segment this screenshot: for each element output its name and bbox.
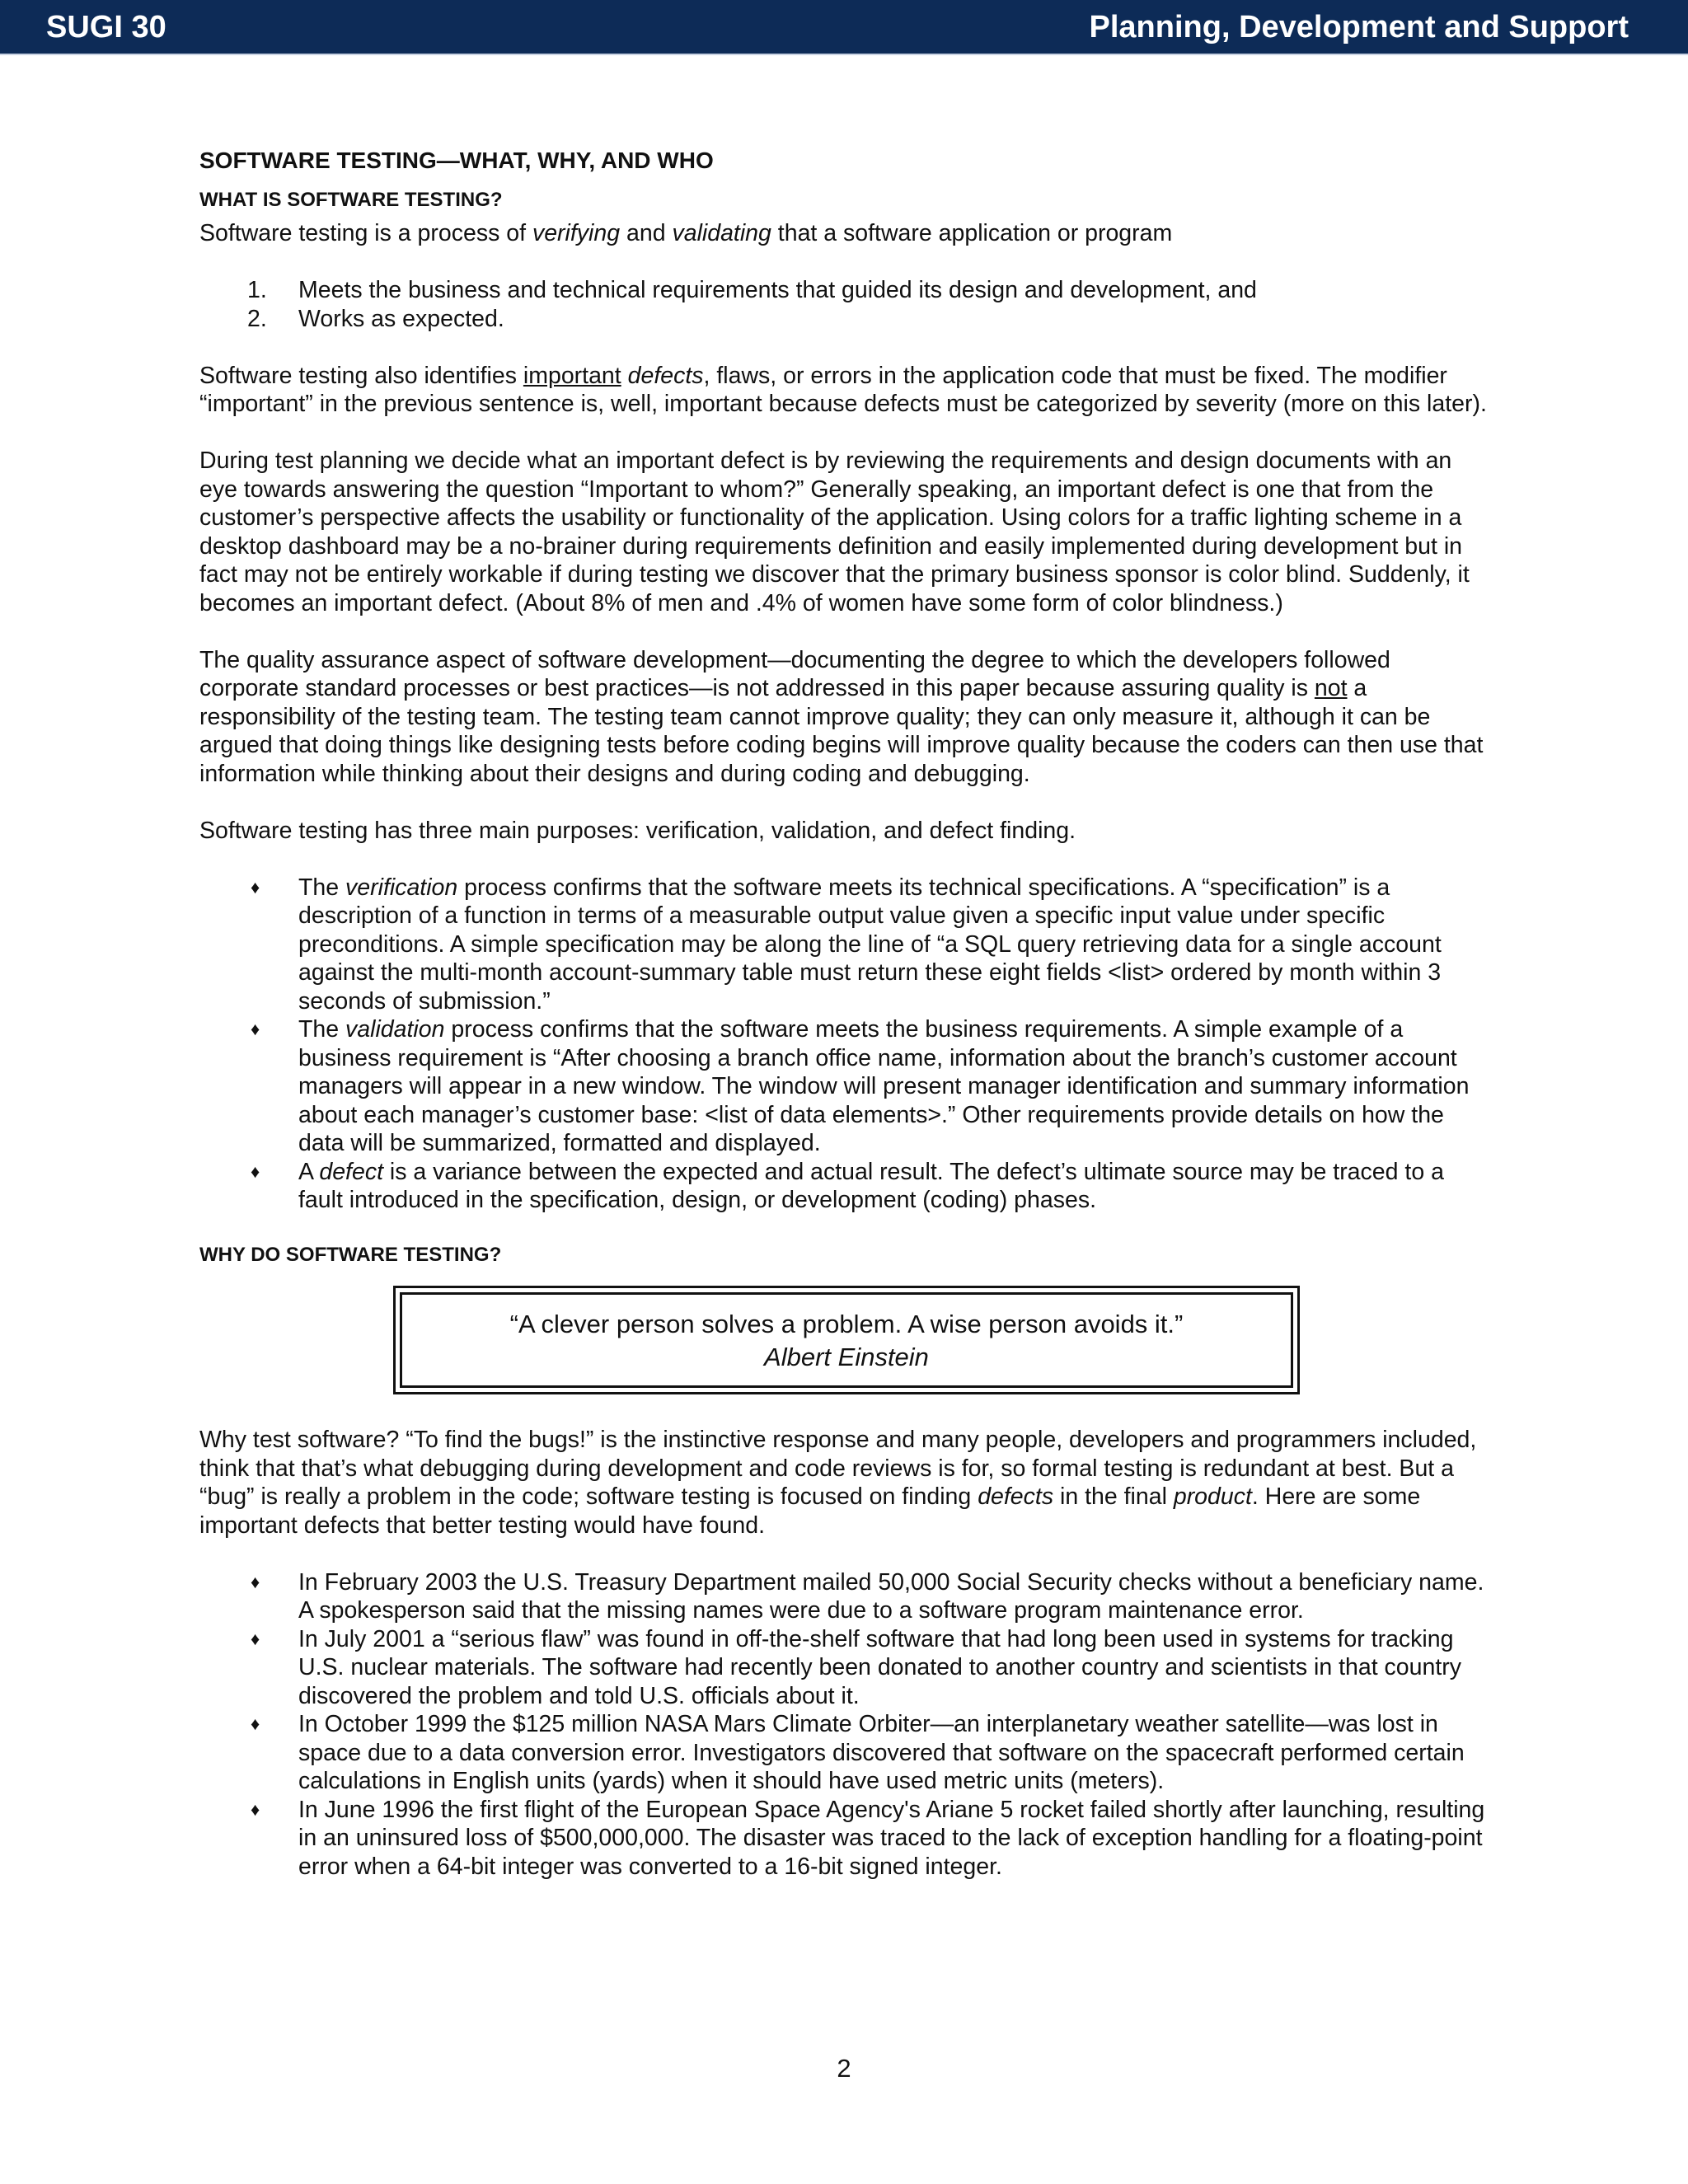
diamond-bullet-icon: ♦ [251, 1713, 260, 1734]
diamond-bullet-icon: ♦ [251, 1571, 260, 1592]
list-item: ♦ In June 1996 the first flight of the European Space Agency's Ariane 5 rocket failed shortly after launching, resulting in an uninsured loss of $500,000,000. The disaster was traced to the lack of exception handling for a floating-point error when a 64-bit integer was converted to a 16-bit signed integer. [251, 1796, 1485, 1880]
paragraph-quality-assurance: The quality assurance aspect of software development—documenting the degree to which the developers followed corporate standard processes or best practices—is not addressed in this paper because assuring quality is not a responsibility of the testing team. The testing team cannot improve quality; they can only measure it, although it can be argued that doing things like designing tests before coding begins will improve quality because the coders can then use that information while thinking about their designs and during coding and debugging. [199, 646, 1484, 787]
list-item: ♦ In July 2001 a “serious flaw” was found in off-the-shelf software that had long been used in systems for tracking U.S. nuclear materials. The software had recently been donated to another country and scientists in that country discovered the problem and told U.S. officials about it. [251, 1625, 1462, 1709]
paragraph-purposes: Software testing has three main purposes: verification, validation, and defect finding. [199, 817, 1076, 844]
paragraph-intro: Software testing is a process of verifying and validating that a software application or program [199, 220, 1173, 246]
quote-text: “A clever person solves a problem. A wise person avoids it.” [509, 1310, 1184, 1338]
conference-name: SUGI 30 [46, 10, 166, 45]
quote-box [393, 1286, 1300, 1394]
list-item: ♦ In October 1999 the $125 million NASA Mars Climate Orbiter—an interplanetary weather satellite—was lost in space due to a data conversion error. Investigators discovered that software on the spacecraft performed certain calculations in English units (yards) when it should have used metric units (meters). [251, 1711, 1465, 1794]
list-item: ♦ In February 2003 the U.S. Treasury Department mailed 50,000 Social Security checks without a beneficiary name. A spokesperson said that the missing names were due to a software program maintenance error. [251, 1568, 1484, 1624]
subheading-why: WHY DO SOFTWARE TESTING? [199, 1244, 502, 1266]
paragraph-test-planning: During test planning we decide what an important defect is by reviewing the requirements and design documents with an eye towards answering the question “Important to whom?” Generally speaking, an important defect is one that from the customer’s perspective affects the usability or functionality of the application. Using colors for a traffic lighting scheme in a desktop dashboard may be a no-brainer during requirements definition and easily implemented during development but in fact may not be entirely workable if during testing we discover that the primary business sponsor is color blind. Suddenly, it becomes an important defect. (About 8% of men and .4% of women have some form of color blindness.) [199, 448, 1470, 616]
diamond-bullet-icon: ♦ [251, 1160, 260, 1182]
main-content [199, 147, 1493, 1910]
quote-author: Albert Einstein [764, 1343, 929, 1371]
defect-examples-list [199, 1568, 1493, 1882]
list-item: ♦ A defect is a variance between the expected and actual result. The defect’s ultimate source may be traced to a fault introduced in the specification, design, or development (coding) phases. [251, 1158, 1444, 1213]
list-item: 1. Meets the business and technical requirements that guided its design and development, and [247, 277, 1257, 303]
diamond-bullet-icon: ♦ [251, 1019, 260, 1039]
page-number: 2 [837, 2054, 851, 2083]
subheading-what: WHAT IS SOFTWARE TESTING? [199, 189, 503, 211]
diamond-bullet-icon: ♦ [251, 1798, 260, 1820]
list-item: ♦ The verification process confirms that the software meets its technical specifications. A “specification” is a description of a function in terms of a measurable output value given a specific input value under specific preconditions. A simple specification may be along the line of “a SQL query retrieving data for a single account against the multi-month account-summary table must return these eight fields <list> ordered by month within 3 seconds of submission.” [251, 874, 1442, 1015]
section-title: SOFTWARE TESTING—WHAT, WHY, AND WHO [199, 148, 714, 173]
track-name: Planning, Development and Support [1089, 10, 1629, 45]
requirements-list [199, 276, 1493, 333]
diamond-bullet-icon: ♦ [251, 876, 260, 898]
diamond-bullet-icon: ♦ [251, 1628, 260, 1649]
page-header [0, 0, 1688, 55]
list-item: ♦ The validation process confirms that the software meets the business requirements. A simple example of a business requirement is “After choosing a branch office name, information about the branch’s customer account managers will appear in a new window. The window will present manager identification and summary information about each manager’s customer base: <list of data elements>.” Other requirements provide details on how the data will be summarized, formatted and displayed. [251, 1016, 1470, 1156]
paragraph-why-test: Why test software? “To find the bugs!” is the instinctive response and many people, developers and programmers included, think that that’s what debugging during development and code reviews is for, so formal testing is redundant at best. But a “bug” is really a problem in the code; software testing is focused on finding defects in the final product. Here are some important defects that better testing would have found. [199, 1427, 1477, 1539]
paragraph-defects: Software testing also identifies important defects, flaws, or errors in the application code that must be fixed. The modifier “important” in the previous sentence is, well, important because defects must be categorized by severity (more on this later). [199, 362, 1487, 417]
purposes-list [199, 874, 1493, 1215]
list-item: 2. Works as expected. [247, 305, 504, 332]
